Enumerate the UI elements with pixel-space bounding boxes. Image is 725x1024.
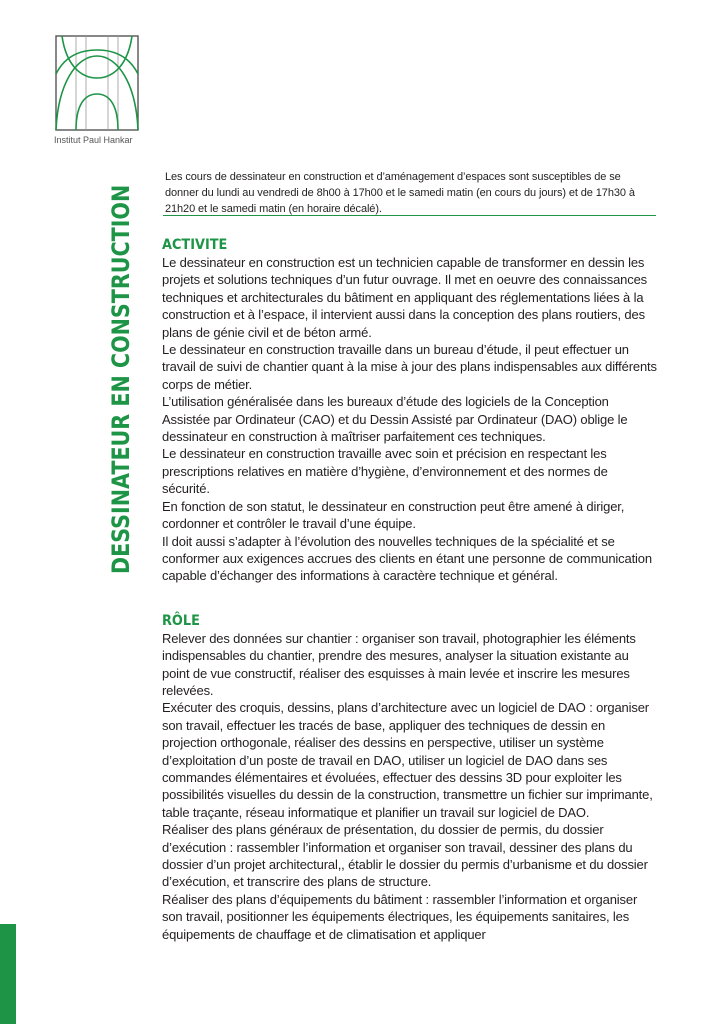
paragraph: Exécuter des croquis, dessins, plans d’architecture avec un logiciel de DAO : organiser son travail, effectuer les tracés de base, appliquer des techniques de dessin en projection orthogonale, réaliser des dessins en perspective, utiliser un système d’exploitation d’un poste de travail en DAO, utiliser un logiciel de DAO dans ses commandes élémentaires et évoluées, effectuer des dessins 3D pour exploiter les possibilités visuelles du dessin de la construction, transmettre un fichier sur imprimante, table traçante, réseau informatique et planifier un travail sur logiciel de DAO. bbox=[162, 700, 653, 820]
paragraph: Le dessinateur en construction travaille avec soin et précision en respectant les prescriptions relatives en matière d’hygiène, d’environnement et des normes de sécurité. bbox=[162, 446, 608, 497]
institute-logo bbox=[54, 34, 140, 145]
paragraph: Il doit aussi s’adapter à l’évolution des nouvelles techniques de la spécialité et se conformer aux exigences accrues des clients en étant une personne de communication capable d’échanger des informations à caractère technique et général. bbox=[162, 533, 652, 584]
paragraph: Réaliser des plans d’équipements du bâtiment : rassembler l’information et organiser son travail, positionner les équipements électriques, les équipements sanitaires, les équipements de chauffage et de climatisation et appliquer bbox=[162, 891, 638, 942]
section-heading: ACTIVITE bbox=[162, 237, 228, 253]
paragraph: Le dessinateur en construction travaille dans un bureau d’étude, il peut effectuer un travail de suivi de chantier quant à la mise à jour des plans indispensables aux différents corps de métier. bbox=[162, 342, 657, 392]
main-content bbox=[162, 236, 657, 943]
paragraph: Relever des données sur chantier : organiser son travail, photographier les éléments indispensables du chantier, prendre des mesures, analyser la situation existante au point de vue constructif, réaliser des esquisses à main levée et inscrire les mesures relevées. bbox=[162, 630, 636, 698]
paragraph: En fonction de son statut, le dessinateur en construction peut être amené à diriger, cordonner et contrôler le travail d’une équipe. bbox=[162, 498, 625, 532]
logo-caption: Institut Paul Hankar bbox=[54, 135, 133, 145]
paragraph: Réaliser des plans généraux de présentation, du dossier de permis, du dossier d’exécution : rassembler l’information et organiser son travail, dessiner des plans du dossier d’un projet architectural,, établir le dossier du permis d’urbanisme et du dossier d’exécution, et transcrire des plans de structure. bbox=[162, 822, 648, 890]
side-accent-bar bbox=[0, 924, 16, 1024]
intro-text: Les cours de dessinateur en construction et d’aménagement d’espaces sont susceptibles de se donner du lundi au vendredi de 8h00 à 17h00 et le samedi matin (en cours du jours) et de 17h30 à 21h20 et le samedi matin (en horaire décalé). bbox=[165, 171, 635, 215]
section-role bbox=[162, 612, 657, 943]
arch-logo-icon bbox=[54, 34, 140, 132]
page-title: DESSINATEUR EN CONSTRUCTION bbox=[107, 184, 135, 575]
section-activite bbox=[162, 236, 657, 585]
divider bbox=[163, 215, 656, 216]
paragraph: L’utilisation généralisée dans les bureaux d’étude des logiciels de la Conception Assistée par Ordinateur (CAO) et du Dessin Assisté par Ordinateur (DAO) oblige le dessinateur en construction à maîtriser parfaitement ces techniques. bbox=[162, 394, 628, 445]
section-heading: RÔLE bbox=[162, 612, 200, 629]
paragraph: Le dessinateur en construction est un technicien capable de transformer en dessin les projets et solutions techniques d’un futur ouvrage. Il met en oeuvre des connaissances techniques et architecturales du bâtiment en appliquant des réglementations liées à la construction et à l’espace, il intervient aussi dans la conception des plans routiers, des plans de génie civil et de béton armé. bbox=[162, 255, 648, 340]
